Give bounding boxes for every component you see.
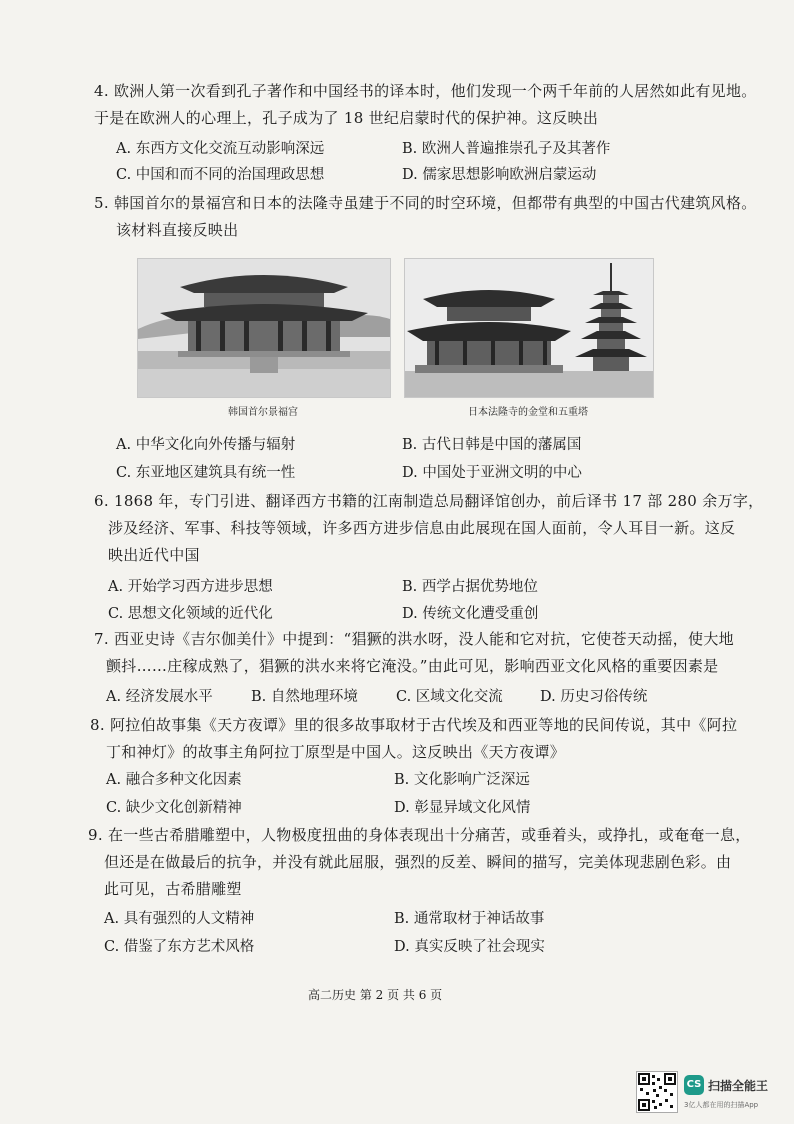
q4-option-a: A. 东西方文化交流互动影响深远	[116, 141, 325, 157]
q6-option-c: C. 思想文化领域的近代化	[108, 606, 273, 622]
page-number-footer: 高二历史 第 2 页 共 6 页	[308, 988, 443, 1002]
q8-option-d: D. 彰显异域文化风情	[394, 800, 531, 816]
q5-option-a: A. 中华文化向外传播与辐射	[116, 437, 296, 453]
camscanner-logo-icon: CS	[684, 1075, 704, 1095]
q8-option-c: C. 缺少文化创新精神	[106, 800, 242, 816]
q7-option-a: A. 经济发展水平	[106, 689, 213, 705]
scanner-brand-name: 扫描全能王	[708, 1079, 769, 1093]
caption-gyeongbokgung: 韩国首尔景福宫	[228, 407, 298, 418]
q8-option-b: B. 文化影响广泛深远	[394, 772, 530, 788]
q8-stem-line2: 丁和神灯》的故事主角阿拉丁原型是中国人。这反映出《天方夜谭》	[106, 743, 566, 761]
q7-option-c: C. 区域文化交流	[396, 689, 503, 705]
q4-option-b: B. 欧洲人普遍推崇孔子及其著作	[402, 141, 611, 157]
q4-option-c: C. 中国和而不同的治国理政思想	[116, 167, 325, 183]
caption-horyuji: 日本法隆寺的金堂和五重塔	[468, 407, 588, 418]
q7-option-b: B. 自然地理环境	[251, 689, 358, 705]
q5-option-b: B. 古代日韩是中国的藩属国	[402, 437, 582, 453]
q6-stem-line3: 映出近代中国	[108, 546, 200, 564]
q6-option-d: D. 传统文化遭受重创	[402, 606, 539, 622]
q5-option-c: C. 东亚地区建筑具有统一性	[116, 465, 296, 481]
q7-stem-line1: 7. 西亚史诗《吉尔伽美什》中提到：“猖獗的洪水呀，没人能和它对抗，它使苍天动摇，使大地	[94, 630, 734, 648]
q9-option-c: C. 借鉴了东方艺术风格	[104, 939, 255, 955]
q5-stem-line1: 5. 韩国首尔的景福宫和日本的法隆寺虽建于不同的时空环境，但都带有典型的中国古代建筑风格。	[94, 194, 757, 212]
scanner-tagline: 3亿人都在用的扫描App	[684, 1101, 759, 1109]
q4-stem-line1: 4. 欧洲人第一次看到孔子著作和中国经书的译本时，他们发现一个两千年前的人居然如此有见地。	[94, 82, 757, 100]
q5-option-d: D. 中国处于亚洲文明的中心	[402, 465, 582, 481]
q8-stem-line1: 8. 阿拉伯故事集《天方夜谭》里的很多故事取材于古代埃及和西亚等地的民间传说，其中《阿拉	[90, 716, 738, 734]
q6-option-b: B. 西学占据优势地位	[402, 579, 538, 595]
q6-stem-line2: 涉及经济、军事、科技等领域，许多西方进步信息由此展现在国人面前，令人耳目一新。这反	[108, 519, 736, 537]
q4-option-d: D. 儒家思想影响欧洲启蒙运动	[402, 167, 597, 183]
q6-option-a: A. 开始学习西方进步思想	[108, 579, 273, 595]
qr-code-icon	[636, 1071, 678, 1113]
q9-stem-line3: 此可见，古希腊雕塑	[104, 880, 242, 898]
q9-option-b: B. 通常取材于神话故事	[394, 911, 545, 927]
gyeongbokgung-photo	[137, 258, 391, 398]
q7-stem-line2: 颤抖……庄稼成熟了，猖獗的洪水来将它淹没。”由此可见，影响西亚文化风格的重要因素是	[106, 657, 719, 675]
q9-option-a: A. 具有强烈的人文精神	[104, 911, 255, 927]
horyuji-photo	[404, 258, 654, 398]
q5-stem-line2: 该材料直接反映出	[116, 221, 239, 239]
q4-stem-line2: 于是在欧洲人的心理上，孔子成为了 18 世纪启蒙时代的保护神。这反映出	[94, 109, 599, 127]
q9-option-d: D. 真实反映了社会现实	[394, 939, 545, 955]
q9-stem-line2: 但还是在做最后的抗争，并没有就此屈服，强烈的反差、瞬间的描写，完美体现悲剧色彩。由	[104, 853, 732, 871]
q9-stem-line1: 9. 在一些古希腊雕塑中，人物极度扭曲的身体表现出十分痛苦，或垂着头，或挣扎，或奄奄一息，	[88, 826, 751, 844]
q6-stem-line1: 6. 1868 年，专门引进、翻译西方书籍的江南制造总局翻译馆创办，前后译书 17 部 280 余万字，	[94, 492, 764, 510]
q8-option-a: A. 融合多种文化因素	[106, 772, 242, 788]
q7-option-d: D. 历史习俗传统	[540, 689, 648, 705]
